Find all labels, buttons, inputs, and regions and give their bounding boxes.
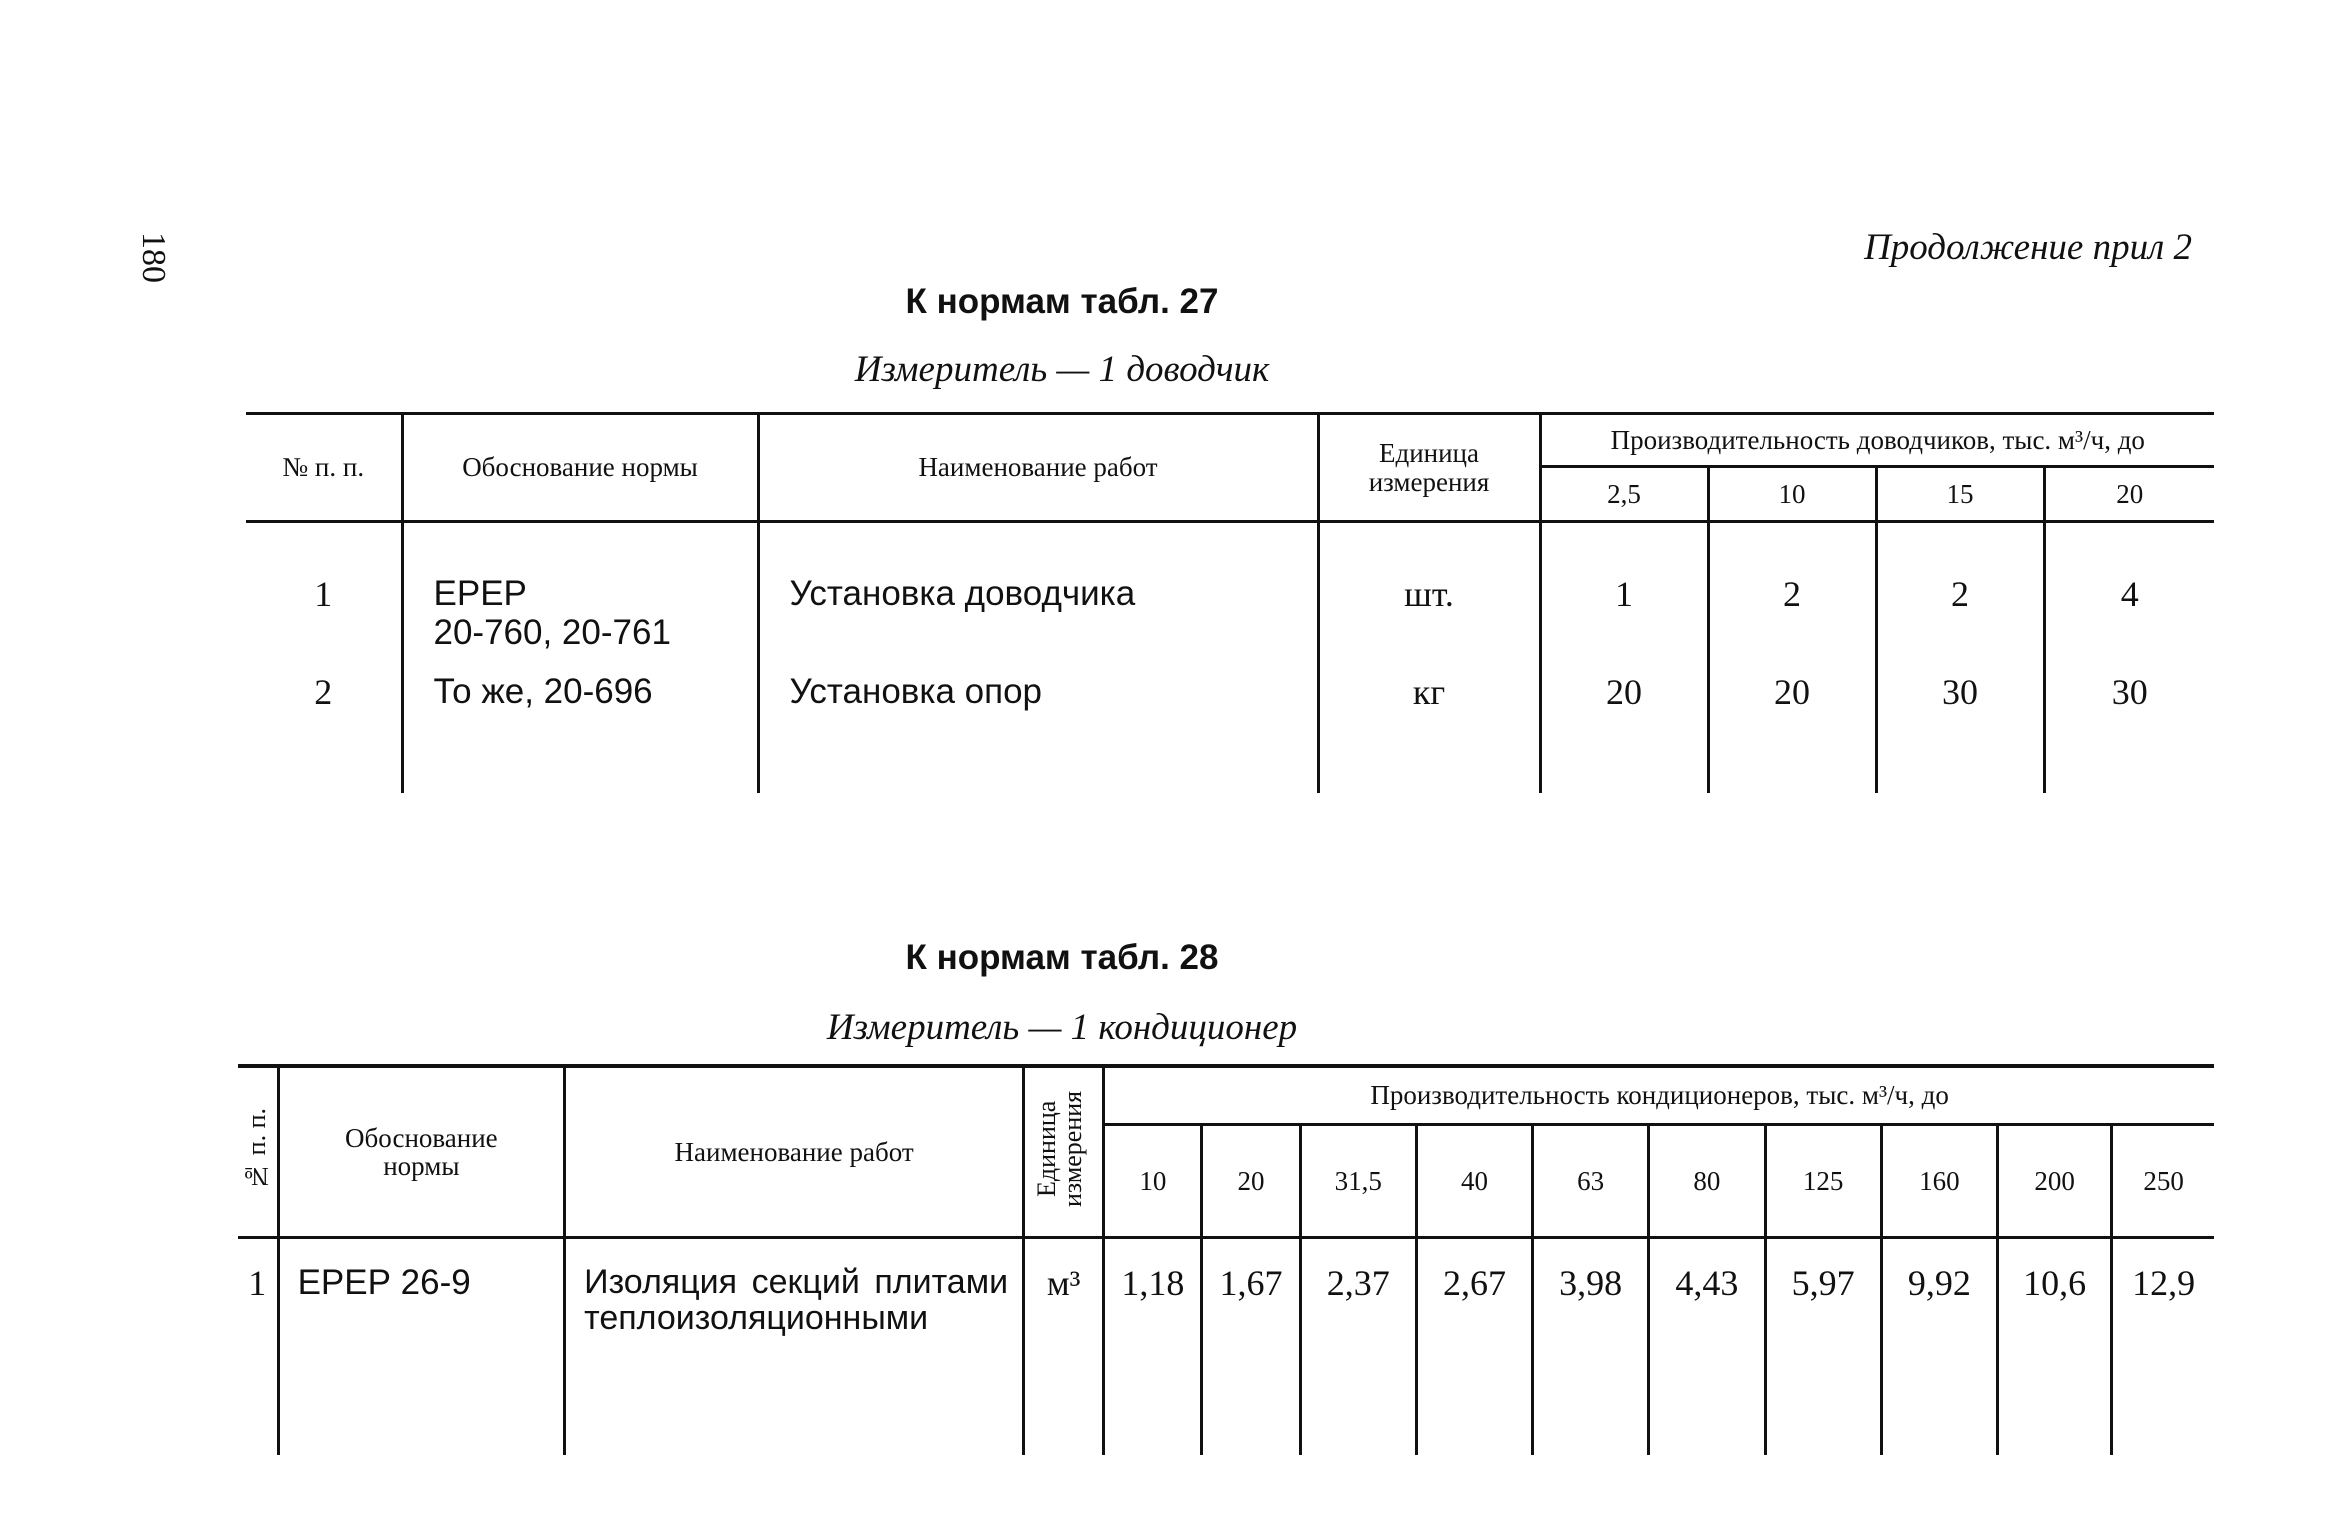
table1-header-basis: Обоснование нормы	[402, 414, 758, 522]
table1-header-capacity-value: 10	[1708, 467, 1876, 522]
table1-header-capacity-value: 20	[2044, 467, 2214, 522]
table-row	[246, 522, 2214, 664]
table-row	[246, 663, 2214, 793]
basis-cell: ЕРЕР 26-9	[278, 1238, 565, 1456]
table2-header-unit	[1024, 1066, 1104, 1238]
work-cell: Установка опор	[758, 663, 1318, 793]
table2	[238, 1064, 2214, 1455]
table2-header-num	[238, 1066, 278, 1238]
value-cell: 1,18	[1104, 1238, 1202, 1456]
row-number: 2	[246, 663, 402, 793]
table2-header-capacity-value: 160	[1881, 1125, 1997, 1238]
table2-header-unit-text: Единица измерения	[1031, 1091, 1087, 1208]
basis-line: 20-760, 20-761	[433, 612, 671, 652]
value-cell: 1,67	[1202, 1238, 1300, 1456]
table1-title: К нормам табл. 27	[905, 282, 1219, 321]
table2-header-capacity: Производительность кондиционеров, тыс. м³/ч, до	[1104, 1066, 2214, 1125]
table1	[246, 412, 2214, 793]
unit-cell: шт.	[1318, 522, 1540, 664]
value-cell: 12,9	[2132, 1263, 2196, 1303]
value-cell: 30	[1876, 663, 2044, 793]
value-cell: 2	[1876, 522, 2044, 664]
table2-header-capacity-value: 20	[1202, 1125, 1300, 1238]
value-cell: 9,92	[1881, 1238, 1997, 1456]
value-cell: 2,37	[1300, 1238, 1416, 1456]
row-number: 1	[246, 522, 402, 664]
table2-header-capacity-value: 200	[1998, 1125, 2112, 1238]
row-number: 1	[238, 1238, 278, 1456]
table1-header-capacity: Производительность доводчиков, тыс. м³/ч, до	[1540, 414, 2214, 467]
value-cell: 2,67	[1416, 1238, 1532, 1456]
table2-header-capacity-value: 63	[1533, 1125, 1649, 1238]
table1-header-work: Наименование работ	[758, 414, 1318, 522]
unit-cell: кг	[1318, 663, 1540, 793]
table2-header-work: Наименование работ	[565, 1066, 1024, 1238]
value-cell: 3,98	[1533, 1238, 1649, 1456]
value-cell: 10,6	[1998, 1238, 2112, 1456]
table-row	[238, 1238, 2214, 1456]
value-cell: 20	[1708, 663, 1876, 793]
work-cell: Изоляция секций плитами теплоизоляционными	[565, 1238, 1024, 1456]
table2-header-num-text: № п. п.	[242, 1107, 272, 1191]
value-cell: 2	[1708, 522, 1876, 664]
work-cell: Установка доводчика	[758, 522, 1318, 664]
value-cell: 4,43	[1649, 1238, 1765, 1456]
basis-line: ЕРЕР	[433, 574, 527, 613]
table1-header-num: № п. п.	[246, 414, 402, 522]
table1-header-capacity-value: 2,5	[1540, 467, 1708, 522]
table2-header-capacity-value: 40	[1416, 1125, 1532, 1238]
table2-title: К нормам табл. 28	[905, 938, 1219, 977]
table2-header-capacity-value: 250	[2112, 1125, 2214, 1238]
table1-header-capacity-value: 15	[1876, 467, 2044, 522]
page-number: 180	[135, 232, 172, 283]
basis-cell	[402, 522, 758, 664]
unit-cell: м³	[1024, 1238, 1104, 1456]
table2-header-capacity-value: 10	[1104, 1125, 1202, 1238]
value-cell: 20	[1540, 663, 1708, 793]
basis-cell: То же, 20-696	[402, 663, 758, 793]
value-cell: 5,97	[1765, 1238, 1881, 1456]
value-cell: 30	[2111, 672, 2148, 712]
table2-header-capacity-value: 31,5	[1300, 1125, 1416, 1238]
table2-subtitle: Измеритель — 1 кондиционер	[826, 1007, 1298, 1048]
table2-header-basis: Обоснование нормы	[278, 1066, 565, 1238]
value-cell: 4	[2120, 574, 2139, 614]
table1-subtitle: Измеритель — 1 доводчик	[854, 349, 1270, 390]
table1-header-unit: Единица измерения	[1318, 414, 1540, 522]
continuation-label: Продолжение прил 2	[1864, 227, 2192, 268]
value-cell: 1	[1540, 522, 1708, 664]
table2-header-capacity-value: 125	[1765, 1125, 1881, 1238]
table2-header-capacity-value: 80	[1649, 1125, 1765, 1238]
